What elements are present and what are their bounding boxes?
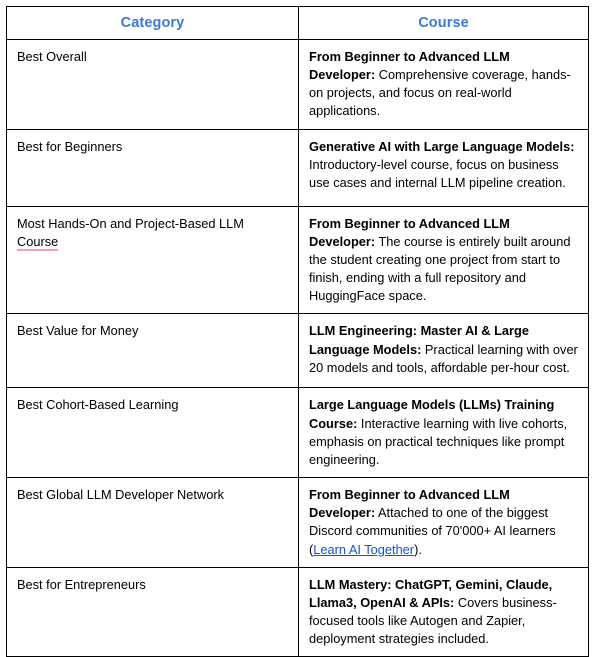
- cell-course: [299, 206, 589, 314]
- cell-course: [299, 567, 589, 657]
- cell-course: [299, 478, 589, 568]
- course-comparison-table: [6, 6, 589, 657]
- table-row: [7, 567, 589, 657]
- table-row: [7, 129, 589, 206]
- table-row: [7, 206, 589, 314]
- cell-course: [299, 40, 589, 130]
- table-row: [7, 40, 589, 130]
- course-title: From Beginner to Advanced LLM Developer:: [309, 487, 510, 521]
- column-header-course: Course: [299, 7, 589, 40]
- course-title: LLM Engineering: Master AI & Large Language Models:: [309, 323, 529, 357]
- header-row: [7, 7, 589, 40]
- course-description-tail: ).: [414, 541, 422, 557]
- cell-course: [299, 314, 589, 388]
- category-text: Best for Beginners: [17, 138, 123, 154]
- course-title: From Beginner to Advanced LLM Developer:: [309, 49, 510, 83]
- cell-course: [299, 129, 589, 206]
- cell-category: [7, 206, 299, 314]
- table-header: [7, 7, 589, 40]
- cell-category: [7, 478, 299, 568]
- table-row: [7, 478, 589, 568]
- course-description: The course is entirely built around the student creating one project from start to finish, ending with a full repository and HuggingFace space.: [309, 233, 571, 304]
- course-title: LLM Mastery: ChatGPT, Gemini, Claude, Llama3, OpenAI & APIs:: [309, 576, 553, 610]
- course-description: Interactive learning with live cohorts, emphasis on practical techniques like prompt engineering.: [309, 415, 568, 467]
- column-header-category: Category: [7, 7, 299, 40]
- cell-category: [7, 314, 299, 388]
- category-spellcheck-word: Course: [17, 233, 59, 249]
- course-title: Generative AI with Large Language Models:: [309, 138, 575, 154]
- cell-category: [7, 129, 299, 206]
- category-text: Most Hands-On and Project-Based LLM: [17, 215, 244, 231]
- course-description: Practical learning with over 20 models and tools, affordable per-hour cost.: [309, 341, 578, 375]
- course-description: Introductory-level course, focus on business use cases and internal LLM pipeline creation.: [309, 156, 566, 190]
- course-description: Covers business-focused tools like Autogen and Zapier, deployment strategies included.: [309, 594, 557, 647]
- course-description: Attached to one of the biggest Discord communities of 70'000+ AI learners (: [309, 505, 556, 557]
- table-row: [7, 314, 589, 388]
- course-title: Large Language Models (LLMs) Training Course:: [309, 397, 555, 431]
- cell-category: [7, 40, 299, 130]
- course-link[interactable]: Learn AI Together: [313, 541, 415, 557]
- table-body: [7, 40, 589, 657]
- cell-category: [7, 567, 299, 657]
- category-text: Best Global LLM Developer Network: [17, 487, 224, 503]
- category-text: Best for Entrepreneurs: [17, 576, 146, 592]
- table-row: [7, 388, 589, 478]
- category-text: Best Value for Money: [17, 323, 139, 339]
- category-text: Best Overall: [17, 49, 87, 64]
- course-description: Comprehensive coverage, hands-on projects, and focus on real-world applications.: [309, 67, 571, 119]
- course-title: From Beginner to Advanced LLM Developer:: [309, 215, 510, 249]
- cell-course: [299, 388, 589, 478]
- cell-category: [7, 388, 299, 478]
- category-text: Best Cohort-Based Learning: [17, 397, 179, 413]
